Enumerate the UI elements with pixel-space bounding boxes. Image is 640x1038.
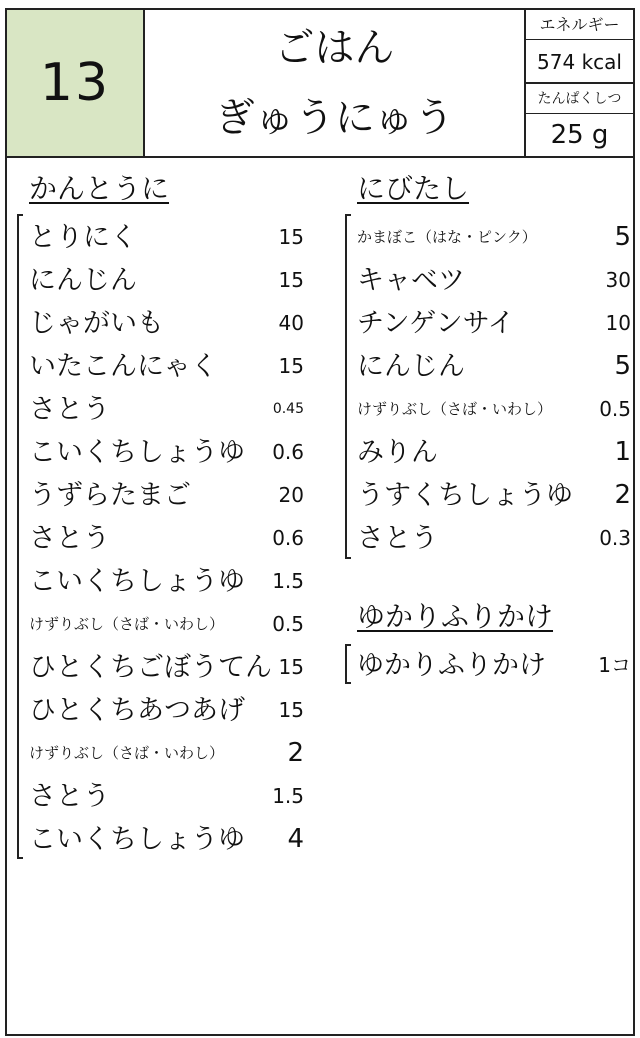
ingredient-row	[17, 259, 312, 302]
ingredient-name: さとう	[357, 523, 438, 554]
ingredient-row	[17, 216, 312, 259]
ingredient-name: さとう	[29, 394, 110, 425]
ingredient-row	[17, 345, 312, 388]
ingredient-quantity: 20	[278, 483, 304, 507]
ingredient-quantity: 30	[605, 268, 631, 292]
ingredient-name: うすくちしょうゆ	[357, 480, 573, 511]
section-title: ゆかりふりかけ	[357, 600, 554, 633]
ingredient-name: キャベツ	[357, 265, 465, 296]
day-number: 13	[7, 10, 145, 156]
ingredient-row	[345, 517, 631, 560]
ingredient-quantity: 1コ	[598, 653, 631, 677]
ingredient-row	[17, 560, 312, 603]
ingredient-name: チンゲンサイ	[357, 308, 515, 339]
ingredient-quantity: 2	[614, 480, 631, 510]
menu-card	[5, 8, 635, 1036]
main-dish-rice: ごはん	[274, 25, 395, 71]
ingredient-row	[17, 689, 312, 732]
ingredient-quantity: 1	[614, 437, 631, 467]
ingredient-quantity: 0.3	[599, 526, 631, 550]
ingredient-name: こいくちしょうゆ	[29, 566, 245, 597]
ingredient-row	[345, 474, 631, 517]
ingredient-quantity: 0.6	[272, 440, 304, 464]
ingredient-row	[345, 644, 631, 687]
section-yukari	[345, 600, 631, 700]
ingredient-quantity: 1.5	[272, 784, 304, 808]
ingredient-quantity: 0.45	[272, 401, 304, 417]
ingredient-quantity: 10	[605, 311, 631, 335]
ingredient-row	[345, 302, 631, 345]
ingredient-name: こいくちしょうゆ	[29, 824, 245, 855]
section-kantouni	[17, 172, 312, 872]
ingredient-row	[17, 818, 312, 861]
ingredient-quantity: 0.6	[272, 526, 304, 550]
protein-value: 25 g	[550, 120, 609, 150]
ingredient-name: かまぼこ（はな・ピンク）	[357, 228, 537, 246]
ingredient-row	[345, 431, 631, 474]
ingredient-name: みりん	[357, 437, 438, 468]
ingredient-name: にんじん	[357, 351, 465, 382]
ingredient-name: とりにく	[29, 222, 137, 253]
ingredient-row	[17, 603, 312, 646]
section-title: かんとうに	[29, 172, 170, 205]
menu-header	[7, 10, 633, 158]
ingredient-name: ゆかりふりかけ	[357, 650, 546, 681]
energy-value: 574 kcal	[526, 40, 633, 84]
ingredient-row	[17, 646, 312, 689]
ingredient-row	[17, 775, 312, 818]
protein-label: たんぱくしつ	[526, 84, 633, 114]
nutrition-box	[526, 10, 633, 156]
ingredient-row	[17, 517, 312, 560]
ingredient-name: うずらたまご	[29, 480, 191, 511]
ingredient-name: こいくちしょうゆ	[29, 437, 245, 468]
ingredient-name: ひとくちあつあげ	[29, 695, 245, 726]
ingredient-name: けずりぶし（さば・いわし）	[29, 615, 225, 633]
section-title: にびたし	[357, 172, 470, 205]
main-dish-milk: ぎゅうにゅう	[214, 95, 455, 141]
ingredient-quantity: 40	[278, 311, 304, 335]
ingredient-quantity: 0.5	[272, 612, 304, 636]
ingredient-name: さとう	[29, 523, 110, 554]
ingredient-quantity: 5	[614, 222, 631, 252]
ingredient-quantity: 0.5	[599, 397, 631, 421]
ingredient-quantity: 2	[287, 738, 304, 768]
ingredient-name: さとう	[29, 781, 110, 812]
ingredient-row	[345, 345, 631, 388]
ingredient-name: けずりぶし（さば・いわし）	[357, 400, 553, 418]
ingredient-row	[345, 388, 631, 431]
ingredient-row	[345, 259, 631, 302]
section-nibitashi	[345, 172, 631, 572]
ingredient-quantity: 15	[278, 698, 304, 722]
ingredient-quantity: 4	[287, 824, 304, 854]
main-dishes	[145, 10, 526, 156]
ingredient-name: じゃがいも	[29, 308, 164, 339]
ingredient-quantity: 15	[278, 655, 304, 679]
ingredient-quantity: 5	[614, 351, 631, 381]
ingredient-name: ひとくちごぼうてん	[29, 652, 272, 683]
ingredient-name: けずりぶし（さば・いわし）	[29, 744, 225, 762]
ingredient-name: にんじん	[29, 265, 137, 296]
ingredient-name: いたこんにゃく	[29, 351, 218, 382]
ingredient-row	[17, 388, 312, 431]
ingredient-quantity: 15	[278, 354, 304, 378]
ingredient-row	[17, 732, 312, 775]
ingredient-row	[345, 216, 631, 259]
ingredient-row	[17, 431, 312, 474]
ingredient-quantity: 15	[278, 268, 304, 292]
ingredient-row	[17, 302, 312, 345]
energy-label: エネルギー	[526, 10, 633, 40]
ingredient-quantity: 1.5	[272, 569, 304, 593]
ingredient-row	[17, 474, 312, 517]
ingredient-quantity: 15	[278, 225, 304, 249]
